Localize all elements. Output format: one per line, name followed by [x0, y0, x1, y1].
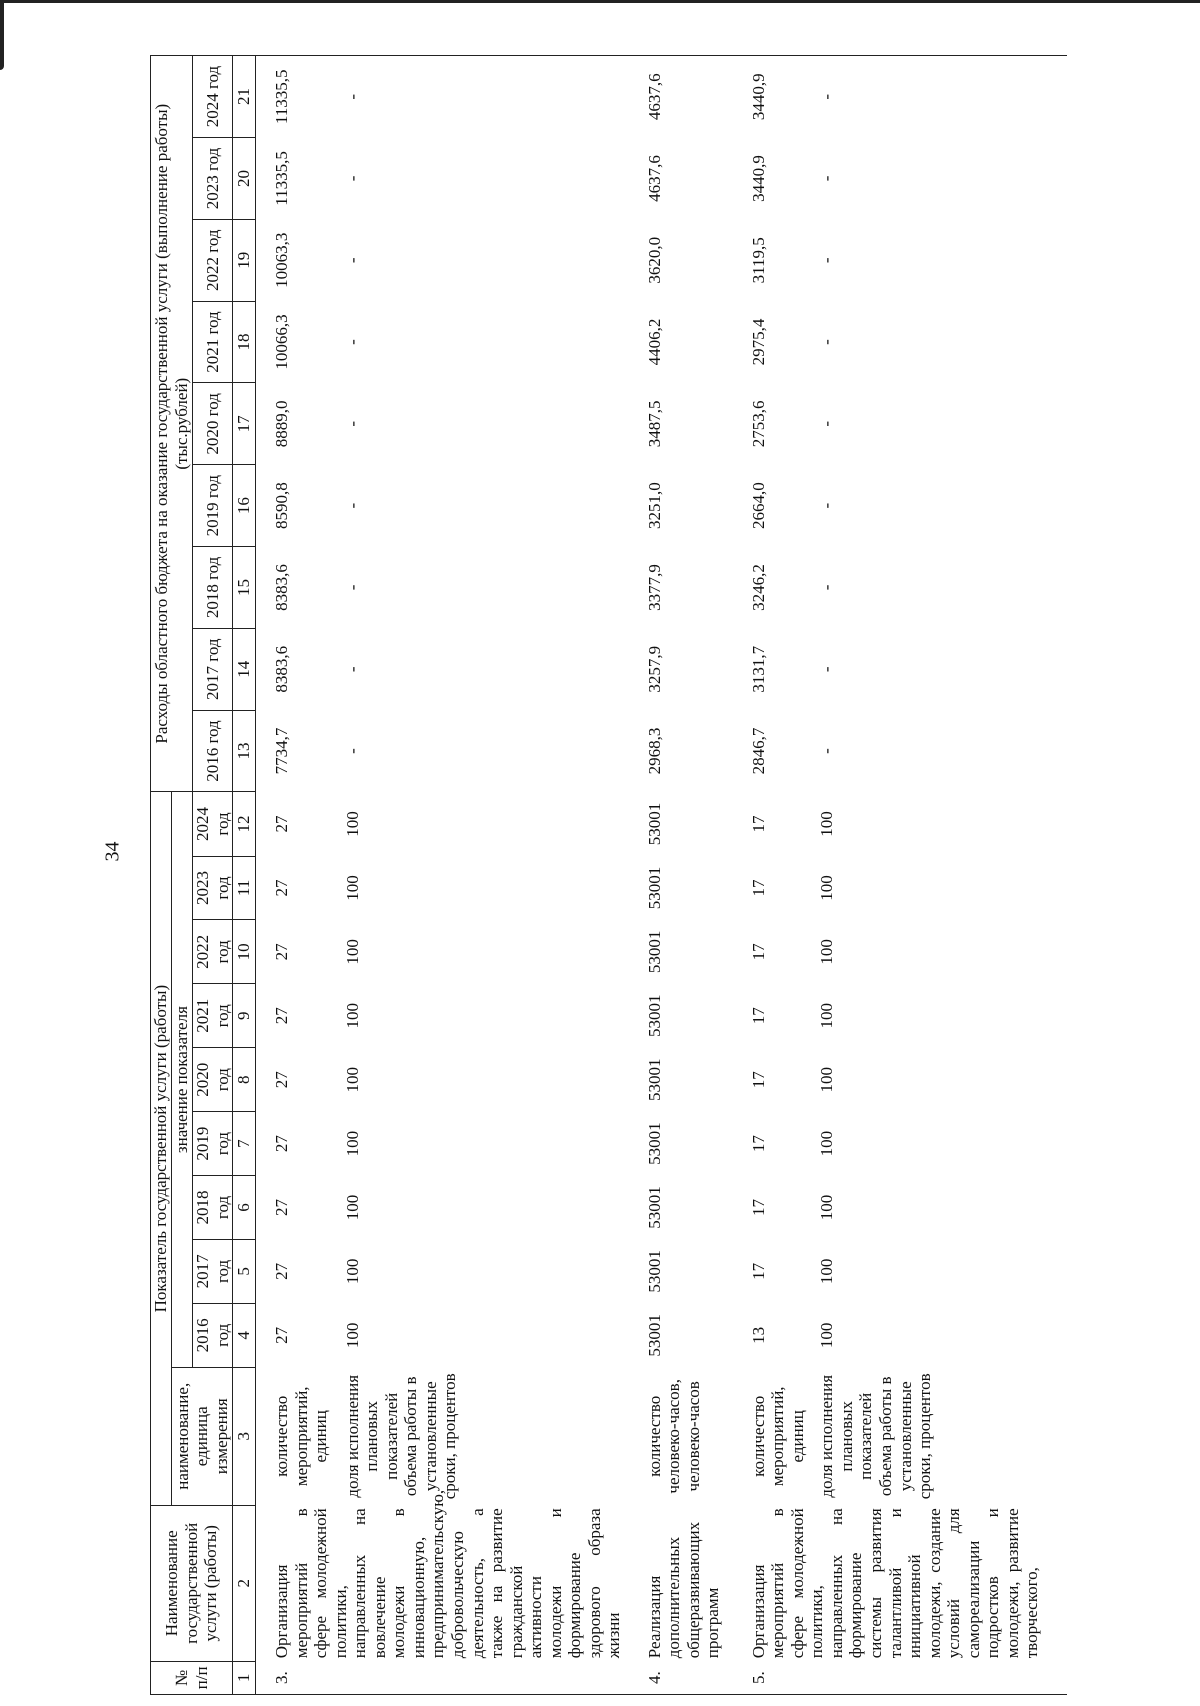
- expense-value: 2846,7: [748, 727, 768, 775]
- column-number: 4: [233, 1303, 256, 1367]
- header-year: 2016 год: [193, 710, 233, 792]
- indicator-value: 100: [342, 1066, 362, 1093]
- page-number: 34: [101, 841, 124, 862]
- expense-value: 4637,6: [644, 155, 664, 202]
- expense-value: -: [342, 257, 362, 264]
- expense-value: -: [331, 56, 631, 138]
- header-year: 2018 год: [193, 1176, 233, 1240]
- indicator-value: 100: [817, 875, 837, 901]
- expense-value: 7734,7: [272, 727, 292, 775]
- column-number: 1: [233, 1661, 256, 1694]
- expense-value: -: [342, 339, 362, 345]
- indicator-value: 27: [272, 1071, 292, 1089]
- expense-value: -: [817, 339, 837, 345]
- column-number: 21: [233, 56, 256, 138]
- expense-value: -: [817, 257, 837, 264]
- expense-value: 4406,2: [644, 318, 664, 366]
- expense-value: -: [817, 421, 837, 427]
- expense-value: 3620,0: [644, 236, 664, 284]
- indicator-value: 53001: [644, 866, 664, 910]
- indicator-value: 100: [817, 1003, 837, 1029]
- column-number: 10: [233, 920, 256, 984]
- indicator-value: 100: [817, 1066, 837, 1093]
- header-year: 2019 год: [193, 1112, 233, 1176]
- indicator-value: 17: [748, 1262, 768, 1280]
- indicator-name: количество мероприятий, единиц: [272, 1386, 331, 1487]
- row-number: 5.: [741, 1661, 1068, 1694]
- indicator-value: 100: [817, 1322, 837, 1349]
- column-number: 19: [233, 219, 256, 301]
- indicator-value: 53001: [644, 1058, 664, 1101]
- column-number: 7: [233, 1112, 256, 1176]
- service-name: Реализация дополнительных общеразвивающих программ: [644, 1521, 723, 1659]
- indicator-value: 53001: [644, 1250, 664, 1293]
- indicator-name: количество человеко-часов, человеко-часов: [644, 1379, 703, 1494]
- column-number: 20: [233, 138, 256, 220]
- indicator-value: 53001: [644, 994, 664, 1038]
- service-name: Организация мероприятий в сфере молодежной политики, направленных на вовлечение молодежи в инновационную, предпринимательскую, добровольческую деятельность, а также на развитие гражданской активности молодежи и формирование здорового образа жизни: [272, 1489, 624, 1659]
- indicator-value: 27: [272, 815, 292, 833]
- expense-value: -: [817, 175, 837, 182]
- expense-value: 3257,9: [644, 645, 664, 693]
- indicator-value: 100: [817, 1130, 837, 1157]
- column-number: 3: [233, 1367, 256, 1505]
- indicator-value: 17: [748, 1007, 768, 1025]
- expense-value: -: [342, 748, 362, 754]
- indicator-value: 100: [342, 1322, 362, 1349]
- indicator-value: 17: [748, 879, 768, 897]
- indicator-value: 27: [272, 1262, 292, 1280]
- header-indicator-group: Показатель государственной услуги (работы): [151, 792, 172, 1505]
- header-year: 2021 год: [193, 984, 233, 1048]
- expense-value: 11335,5: [256, 56, 331, 138]
- expense-value: 3440,9: [748, 155, 768, 202]
- indicator-value: 53001: [644, 1186, 664, 1229]
- expense-value: -: [817, 502, 837, 509]
- expense-value: 10063,3: [272, 232, 292, 288]
- indicator-value: 100: [817, 811, 837, 837]
- header-year: 2019 год: [193, 465, 233, 547]
- indicator-value: 17: [748, 815, 768, 833]
- indicator-value: 17: [748, 1199, 768, 1216]
- indicator-value: 17: [748, 1071, 768, 1089]
- indicator-value: 100: [342, 1258, 362, 1285]
- column-number: 14: [233, 628, 256, 710]
- expense-value: 3131,7: [748, 645, 768, 693]
- expense-value: 10066,3: [272, 314, 292, 370]
- expense-value: 3246,2: [748, 564, 768, 611]
- header-year: 2018 год: [193, 547, 233, 629]
- table-row: [331, 56, 631, 1695]
- header-expenses-group: Расходы областного бюджета на оказание государственной услуги (выполнение работы) (тыс.рублей): [151, 56, 193, 792]
- column-number: 15: [233, 547, 256, 629]
- header-col-service: Наименование государственной услуги (работы): [151, 1505, 233, 1661]
- expense-value: 3119,5: [748, 237, 768, 284]
- column-number: 17: [233, 383, 256, 465]
- header-year: 2022 год: [193, 219, 233, 301]
- indicator-value: 53001: [644, 930, 664, 974]
- header-year: 2016 год: [193, 1303, 233, 1367]
- expense-value: 3440,9: [741, 56, 808, 138]
- expense-value: 4637,6: [631, 56, 741, 138]
- header-year: 2017 год: [193, 1239, 233, 1303]
- expense-value: 3487,5: [644, 400, 664, 448]
- header-indicator-values: значение показателя: [172, 792, 193, 1367]
- column-number: 18: [233, 301, 256, 383]
- column-number: 5: [233, 1239, 256, 1303]
- table-header: [151, 56, 256, 1695]
- header-year: 2023 год: [193, 856, 233, 920]
- column-number: 11: [233, 856, 256, 920]
- expense-value: 3251,0: [644, 482, 664, 530]
- services-table: [150, 55, 1067, 1695]
- indicator-value: 100: [342, 875, 362, 901]
- row-number: 3.: [256, 1661, 631, 1694]
- table-row: [807, 56, 1067, 1695]
- indicator-value: 100: [817, 1258, 837, 1285]
- table-row: [631, 56, 741, 1695]
- header-year: 2024 год: [193, 56, 233, 138]
- indicator-value: 27: [272, 1135, 292, 1153]
- expense-value: -: [342, 666, 362, 673]
- column-number-row: [233, 56, 256, 1695]
- indicator-value: 53001: [644, 1314, 664, 1357]
- indicator-value: 27: [272, 1007, 292, 1025]
- indicator-value: 100: [342, 811, 362, 837]
- expense-value: -: [342, 584, 362, 591]
- rotated-table-container: [150, 55, 1200, 1695]
- column-number: 6: [233, 1176, 256, 1240]
- expense-value: -: [342, 502, 362, 509]
- header-year: 2023 год: [193, 138, 233, 220]
- scan-edge-left: [0, 0, 4, 70]
- header-year: 2021 год: [193, 301, 233, 383]
- indicator-value: 53001: [644, 1122, 664, 1165]
- indicator-value: 100: [817, 1194, 837, 1221]
- row-number: 4.: [631, 1661, 741, 1694]
- column-number: 2: [233, 1505, 256, 1661]
- indicator-value: 53001: [644, 802, 664, 846]
- expense-value: 2968,3: [644, 727, 664, 775]
- header-indicator-name: наименование, единица измерения: [172, 1367, 233, 1505]
- header-year: 2017 год: [193, 628, 233, 710]
- expense-value: 8590,8: [272, 482, 292, 530]
- expense-value: 8889,0: [272, 400, 292, 448]
- column-number: 8: [233, 1048, 256, 1112]
- service-name: Организация мероприятий в сфере молодежной политики, направленных на формирование системы развития талантливой и инициативной молодежи, создание условий для самореализации подростков и молодежи, развитие творческого,: [748, 1508, 1042, 1659]
- column-number: 12: [233, 792, 256, 856]
- table-row: [741, 56, 808, 1695]
- expense-value: -: [807, 56, 1067, 138]
- indicator-value: 100: [342, 1130, 362, 1157]
- indicator-value: 27: [272, 1199, 292, 1216]
- expense-value: -: [342, 175, 362, 182]
- expense-value: -: [342, 421, 362, 427]
- column-number: 13: [233, 710, 256, 792]
- header-year: 2022 год: [193, 920, 233, 984]
- expense-value: 2753,6: [748, 400, 768, 448]
- header-year: 2024 год: [193, 792, 233, 856]
- expense-value: 8383,6: [272, 645, 292, 693]
- expense-value: -: [817, 584, 837, 591]
- table-row: [256, 56, 331, 1695]
- indicator-name: доля исполнения плановых показателей объема работы в установленные сроки, процентов: [817, 1373, 935, 1500]
- expense-value: -: [817, 666, 837, 673]
- header-col-no: № п/п: [151, 1661, 233, 1694]
- indicator-value: 13: [748, 1326, 768, 1344]
- indicator-value: 100: [342, 1003, 362, 1029]
- indicator-value: 27: [272, 943, 292, 961]
- expense-value: 11335,5: [272, 151, 292, 206]
- column-number: 9: [233, 984, 256, 1048]
- indicator-value: 27: [272, 879, 292, 897]
- indicator-name: доля исполнения плановых показателей объема работы в установленные сроки, процентов: [342, 1373, 460, 1500]
- indicator-value: 17: [748, 943, 768, 961]
- expense-value: 3377,9: [644, 564, 664, 611]
- column-number: 16: [233, 465, 256, 547]
- expense-value: -: [817, 748, 837, 754]
- indicator-value: 17: [748, 1135, 768, 1153]
- indicator-value: 27: [272, 1326, 292, 1344]
- expense-value: 8383,6: [272, 564, 292, 611]
- indicator-value: 100: [342, 1194, 362, 1221]
- scan-edge-top: [0, 0, 1200, 3]
- header-year: 2020 год: [193, 1048, 233, 1112]
- expense-value: 2664,0: [748, 482, 768, 530]
- table-body: [256, 56, 1068, 1695]
- header-year: 2020 год: [193, 383, 233, 465]
- indicator-value: 100: [817, 939, 837, 965]
- expense-value: 2975,4: [748, 318, 768, 366]
- indicator-value: 100: [342, 939, 362, 965]
- indicator-name: количество мероприятий, единиц: [748, 1386, 807, 1487]
